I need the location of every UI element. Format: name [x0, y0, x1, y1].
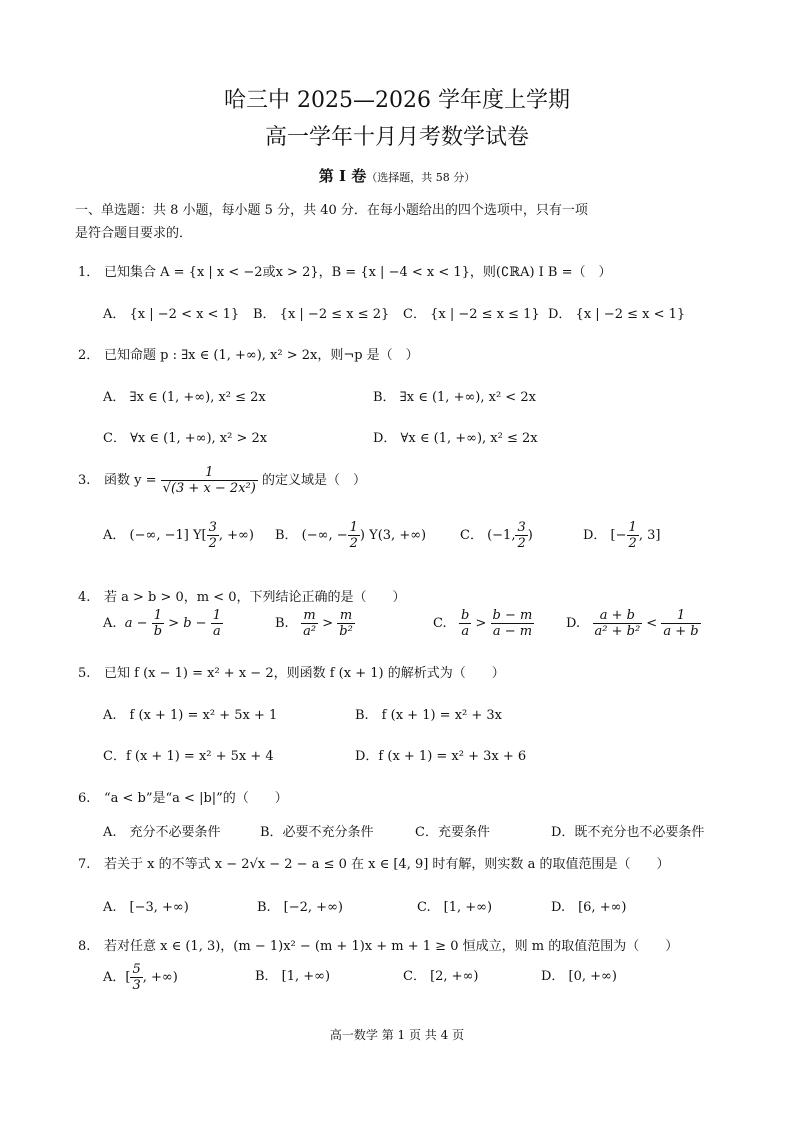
q5-option-d: D．f (x + 1) = x² + 3x + 6 — [355, 749, 527, 764]
question-number: 7. — [78, 857, 91, 872]
question-number: 5. — [78, 666, 91, 681]
q4-option-b: B. $\frac{m}{\text{a²}}$ > $\frac{m}{\text{b²}}$ — [275, 608, 353, 639]
q5-option-c: C．f (x + 1) = x² + 5x + 4 — [103, 749, 274, 764]
q7-option-d: D. [6, +∞) — [551, 900, 627, 915]
q2-option-d: D． ∀x ∈ (1, +∞), x² ≤ 2x — [373, 431, 538, 446]
q1-option-d: D． {x | −2 ≤ x < 1} — [548, 307, 686, 322]
q4-option-a: A. a − $\frac{1}{b}$ > b − $\frac{1}{a}$ — [103, 608, 221, 639]
section-instructions-line2: 是符合题目要求的． — [75, 226, 193, 241]
question-4 — [78, 586, 406, 605]
q8-option-a: A．[ $\frac{5}{3}$ , +∞) — [103, 962, 178, 993]
q5-option-a: A. f (x + 1) = x² + 5x + 1 — [103, 708, 278, 723]
question-text: 已知命题 p : ∃x ∈ (1, +∞), x² > 2x，则¬p 是（ ） — [104, 348, 419, 363]
question-number: 8. — [78, 939, 91, 954]
exam-title-line1: 哈三中 2025—2026 学年度上学期 — [224, 88, 570, 113]
q3-option-c: C． (−1, $\frac{3}{2}$ ) — [460, 520, 533, 551]
question-number: 2． — [78, 348, 100, 363]
question-number: 1． — [78, 265, 100, 280]
question-number: 6. — [78, 791, 91, 806]
q6-option-d: D．既不充分也不必要条件 — [551, 825, 705, 840]
question-3 — [78, 465, 366, 496]
question-text: 若 a > b > 0，m < 0，下列结论正确的是（ ） — [104, 590, 406, 605]
question-number: 4. — [78, 590, 91, 605]
question-text: 若对任意 x ∈ (1, 3)，(m − 1)x² − (m + 1)x + m + 1 ≥ 0 恒成立，则 m 的取值范围为（ ） — [104, 939, 679, 954]
q5-option-b: B. f (x + 1) = x² + 3x — [355, 708, 502, 723]
q8-option-c: C． [2, +∞) — [403, 969, 479, 984]
section-instructions-line1: 一、单选题：共 8 小题，每小题 5 分，共 40 分．在每小题给出的四个选项中，只有一项 — [75, 203, 588, 218]
q4-option-c: C. $\frac{b}{a}$ > $\frac{b - m}{a - m}$ — [433, 608, 533, 639]
question-text: “a < b”是“a < |b|”的（ ） — [104, 791, 288, 806]
q3-option-a: A． (−∞, −1] Y[ $\frac{3}{2}$ , +∞) — [103, 520, 254, 551]
q7-option-a: A. [−3, +∞) — [103, 900, 189, 915]
question-1 — [78, 261, 612, 280]
q2-option-c: C． ∀x ∈ (1, +∞), x² > 2x — [103, 431, 268, 446]
page-footer: 高一数学 第 1 页 共 4 页 — [329, 1028, 465, 1042]
question-8 — [78, 935, 678, 954]
q6-option-b: B．必要不充分条件 — [260, 825, 374, 840]
q3-option-d: D． [− $\frac{1}{2}$ , 3] — [583, 520, 661, 551]
question-number: 3. — [78, 473, 91, 488]
q2-option-b: B． ∃x ∈ (1, +∞), x² < 2x — [373, 390, 536, 405]
q8-option-d: D． [0, +∞) — [541, 969, 617, 984]
exam-title-line2: 高一学年十月月考数学试卷 — [264, 125, 529, 150]
question-7 — [78, 853, 669, 872]
q2-option-a: A． ∃x ∈ (1, +∞), x² ≤ 2x — [103, 390, 266, 405]
q3-option-b: B． (−∞, − $\frac{1}{2}$ ) Y(3, +∞) — [275, 520, 427, 551]
q6-option-a: A. 充分不必要条件 — [103, 825, 221, 840]
q7-option-b: B. [−2, +∞) — [257, 900, 343, 915]
question-text: 已知 f (x − 1) = x² + x − 2，则函数 f (x + 1) 的解析式为（ ） — [104, 666, 505, 681]
q7-option-c: C. [1, +∞) — [417, 900, 493, 915]
volume-heading — [0, 165, 794, 186]
q6-option-c: C．充要条件 — [415, 825, 490, 840]
q8-option-b: B． [1, +∞) — [255, 969, 331, 984]
q1-option-a: A． {x | −2 < x < 1} — [103, 307, 240, 322]
q1-option-b: B． {x | −2 ≤ x ≤ 2} — [253, 307, 390, 322]
volume-label: 第 Ⅰ 卷 — [318, 167, 367, 185]
function-fraction: $\frac{1}{\text{√(3 + x − 2x²)}}$ — [162, 465, 256, 496]
q4-option-d: D. $\frac{a + b}{\text{a² + b²}}$ < $\frac{1}{a + b}$ — [566, 608, 699, 639]
q1-option-c: C． {x | −2 ≤ x ≤ 1} — [403, 307, 540, 322]
volume-note: （选择题，共 58 分） — [366, 171, 476, 184]
question-text-prefix: 函数 y = — [104, 473, 157, 488]
question-text: 若关于 x 的不等式 x − 2√x − 2 − a ≤ 0 在 x ∈ [4, 9] 时有解，则实数 a 的取值范围是（ ） — [104, 857, 670, 872]
question-text-suffix: 的定义域是（ ） — [261, 473, 366, 488]
question-text: 已知集合 A = {x | x < −2或x > 2}，B = {x | −4 < x < 1}，则(∁ℝA) I B =（ ） — [104, 265, 612, 280]
question-6 — [78, 787, 288, 806]
question-2 — [78, 344, 419, 363]
question-5 — [78, 662, 505, 681]
